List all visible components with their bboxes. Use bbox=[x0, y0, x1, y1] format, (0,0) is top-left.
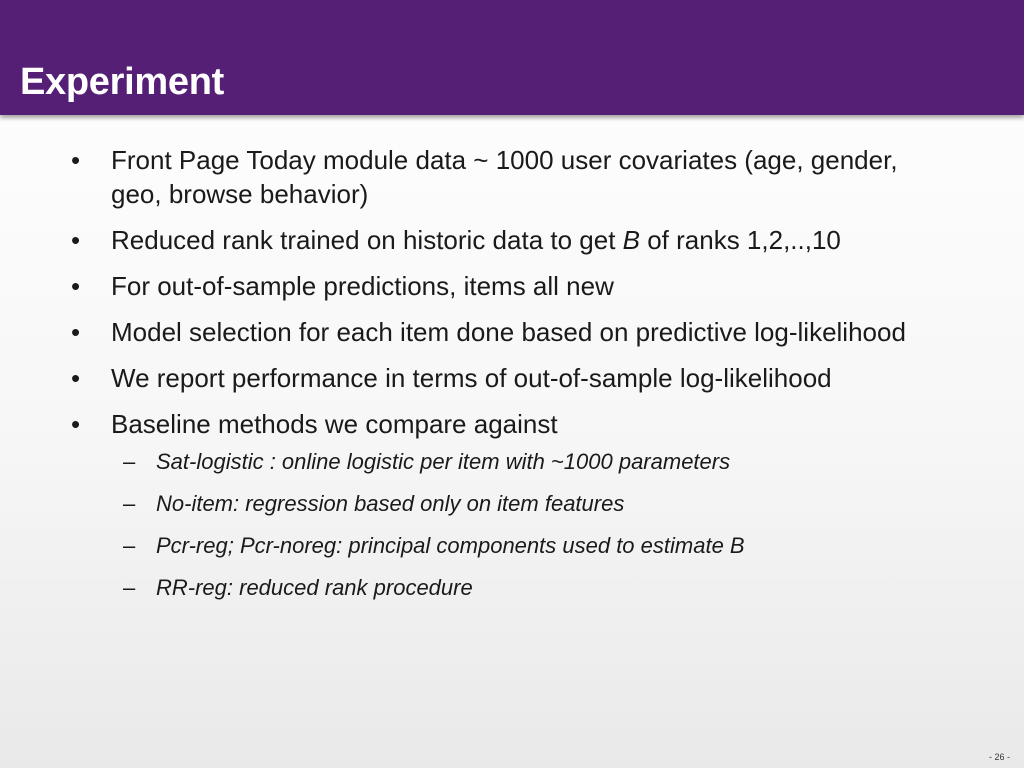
sub-bullet-item bbox=[110, 447, 914, 477]
page-number: - 26 - bbox=[988, 752, 1010, 762]
bullet-text: Front Page Today module data ~ 1000 user covariates (age, gender, geo, browse behavior) bbox=[111, 145, 898, 209]
bullet-marker: • bbox=[71, 317, 81, 347]
sub-bullet-marker: – bbox=[123, 449, 136, 474]
bullet-item bbox=[0, 315, 1024, 349]
bullet-text: Baseline methods we compare against bbox=[111, 409, 558, 439]
bullet-item bbox=[0, 407, 1024, 603]
bullet-marker: • bbox=[71, 271, 81, 301]
sub-bullet-text: Pcr-reg; Pcr-noreg: principal components used to estimate B bbox=[156, 533, 745, 558]
sub-bullet-item bbox=[110, 531, 914, 561]
title-bar bbox=[0, 0, 1024, 115]
slide-title: Experiment bbox=[20, 61, 224, 103]
sub-bullet-item bbox=[110, 573, 914, 603]
bullet-emphasis: B bbox=[622, 225, 640, 255]
sub-bullet-marker: – bbox=[123, 533, 136, 558]
bullet-marker: • bbox=[71, 409, 81, 439]
bullet-text-part: of ranks 1,2,..,10 bbox=[640, 225, 841, 255]
bullet-list bbox=[0, 143, 1024, 615]
sub-bullet-list bbox=[111, 447, 914, 603]
sub-bullet-marker: – bbox=[123, 491, 136, 516]
bullet-item bbox=[0, 223, 1024, 257]
bullet-marker: • bbox=[71, 145, 81, 175]
bullet-item bbox=[0, 269, 1024, 303]
sub-bullet-marker: – bbox=[123, 575, 136, 600]
bullet-marker: • bbox=[71, 363, 81, 393]
bullet-text bbox=[111, 225, 841, 255]
sub-bullet-text: Sat-logistic : online logistic per item with ~1000 parameters bbox=[156, 449, 731, 474]
sub-bullet-text: RR-reg: reduced rank procedure bbox=[156, 575, 473, 600]
bullet-marker: • bbox=[71, 225, 81, 255]
bullet-item bbox=[0, 143, 1024, 211]
bullet-item bbox=[0, 361, 1024, 395]
bullet-text: We report performance in terms of out-of-sample log-likelihood bbox=[111, 363, 832, 393]
bullet-text: Model selection for each item done based on predictive log-likelihood bbox=[111, 317, 906, 347]
sub-bullet-text: No-item: regression based only on item features bbox=[156, 491, 625, 516]
bullet-text: For out-of-sample predictions, items all new bbox=[111, 271, 614, 301]
bullet-text-part: Reduced rank trained on historic data to get bbox=[111, 225, 623, 255]
sub-bullet-item bbox=[110, 489, 914, 519]
